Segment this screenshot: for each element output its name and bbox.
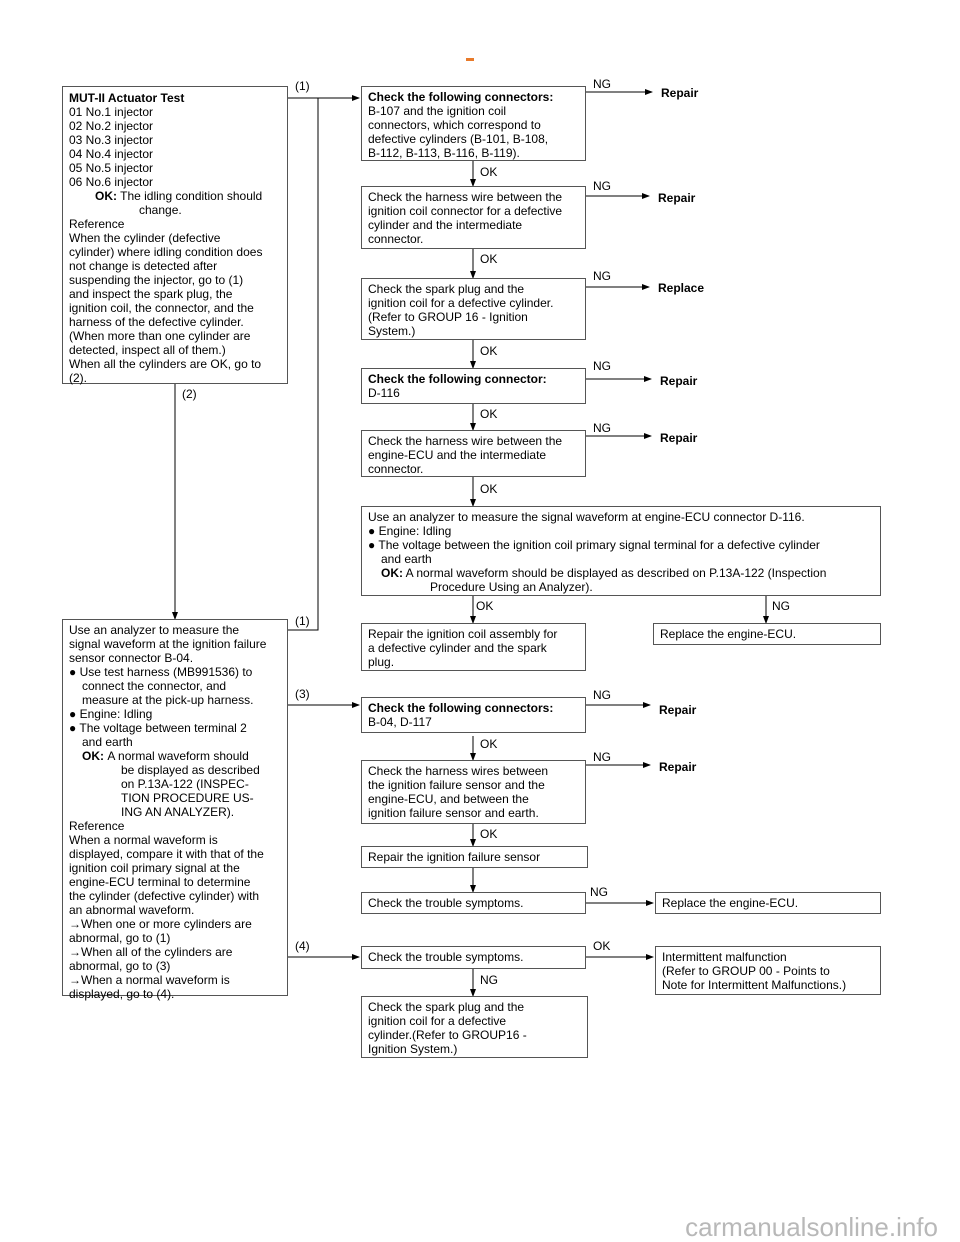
ng-label: NG: [590, 885, 608, 899]
bullet-text-cont: and earth: [82, 735, 133, 749]
box-line: Replace the engine-ECU.: [660, 627, 797, 641]
box-line: Ignition System.): [368, 1042, 458, 1056]
failure-sensor-box: [62, 619, 288, 1001]
reference-line: engine-ECU terminal to determine: [69, 875, 251, 889]
injector-line: 04 No.4 injector: [69, 147, 154, 161]
ok-label: OK: [476, 599, 494, 613]
bullet-row: [368, 524, 875, 538]
box-line: the ignition failure sensor and the: [368, 778, 545, 792]
arrow-icon: →: [69, 945, 81, 959]
arrow-text-cont: displayed, go to (4).: [69, 987, 175, 1001]
bullet-icon: ●: [69, 707, 77, 721]
box-line: Use an analyzer to measure the: [69, 623, 240, 637]
reference-line: not change is detected after: [69, 259, 218, 273]
bullet-text: Engine: Idling: [79, 707, 153, 721]
ok-label: OK:: [82, 749, 104, 763]
ng-label: NG: [593, 750, 611, 764]
ok-label: OK: [480, 737, 498, 751]
reference-line: Reference: [69, 819, 125, 833]
check-trouble-box-2: [361, 946, 586, 969]
check-harness-sensor-box: [361, 760, 586, 824]
box-line: B-04, D-117: [368, 715, 432, 729]
bullet-icon: ●: [368, 538, 376, 552]
branch-label-3: (3): [295, 687, 310, 701]
bullet-text: The voltage between terminal 2: [79, 721, 247, 735]
box-line: Use an analyzer to measure the signal waveform at engine-ECU connector D-116.: [368, 510, 805, 524]
arrow-text-cont: abnormal, go to (3): [69, 959, 171, 973]
ng-label: NG: [593, 269, 611, 283]
box-line: connector.: [368, 462, 424, 476]
box-line: (Refer to GROUP 00 - Points to: [662, 964, 830, 978]
injector-line: 01 No.1 injector: [69, 105, 154, 119]
box-line: Repair the ignition coil assembly for: [368, 627, 558, 641]
check-harness-box: [361, 186, 586, 249]
ok-label: OK:: [95, 189, 117, 203]
result-repair: Repair: [659, 760, 697, 774]
ok-text-cont: TION PROCEDURE US-: [121, 791, 254, 805]
ng-label: NG: [593, 359, 611, 373]
box-line: cylinder.(Refer to GROUP16 -: [368, 1028, 527, 1042]
branch-label-4: (4): [295, 939, 310, 953]
reference-line: harness of the defective cylinder.: [69, 315, 244, 329]
box-line: Repair the ignition failure sensor: [368, 850, 541, 864]
ng-label: NG: [593, 179, 611, 193]
box-line: engine-ECU and the intermediate: [368, 448, 547, 462]
arrow-text: When all of the cylinders are: [81, 945, 233, 959]
injector-line: 03 No.3 injector: [69, 133, 154, 147]
check-harness-ecu-box: [361, 430, 586, 477]
injector-line: 06 No.6 injector: [69, 175, 154, 189]
ok-text-cont: be displayed as described: [121, 763, 260, 777]
reference-line: (2).: [69, 371, 87, 385]
ng-label: NG: [480, 973, 498, 987]
box-line: Check the trouble symptoms.: [368, 950, 524, 964]
ok-row: [368, 566, 875, 580]
ok-text-cont: on P.13A-122 (INSPEC-: [121, 777, 249, 791]
result-repair: Repair: [658, 191, 696, 205]
replace-ecu-box: [653, 623, 881, 645]
box-line: Check the harness wire between the: [368, 434, 563, 448]
actuator-test-title: MUT-II Actuator Test: [69, 91, 185, 105]
box-line: signal waveform at the ignition failure: [69, 637, 267, 651]
box-line: ignition coil connector for a defective: [368, 204, 563, 218]
box-line: Check the spark plug and the: [368, 282, 525, 296]
ok-text-cont: ING AN ANALYZER).: [121, 805, 235, 819]
bullet-text-cont: connect the connector, and: [82, 679, 227, 693]
injector-line: 05 No.5 injector: [69, 161, 154, 175]
box-line: B-107 and the ignition coil: [368, 104, 507, 118]
reference-line: When a normal waveform is: [69, 833, 218, 847]
box-line: engine-ECU, and between the: [368, 792, 529, 806]
bullet-text: The voltage between the ignition coil primary signal terminal for a defective cylinder: [378, 538, 820, 552]
bullet-icon: ●: [69, 665, 77, 679]
bullet-text-cont: and earth: [381, 552, 432, 566]
box-line: defective cylinders (B-101, B-108,: [368, 132, 549, 146]
arrow-text: When a normal waveform is: [81, 973, 230, 987]
ng-label: NG: [772, 599, 790, 613]
check-trouble-box: [361, 892, 586, 914]
arrow-text: When one or more cylinders are: [81, 917, 252, 931]
check-connectors-box: [361, 86, 586, 161]
box-line: sensor connector B-04.: [69, 651, 194, 665]
ok-row: [69, 749, 282, 763]
repair-sensor-box: [361, 846, 588, 868]
ok-text: A normal waveform should: [107, 749, 249, 763]
branch-label-1b: (1): [295, 614, 310, 628]
box-line: Replace the engine-ECU.: [662, 896, 799, 910]
box-line: Check the harness wire between the: [368, 190, 563, 204]
reference-line: and inspect the spark plug, the: [69, 287, 233, 301]
bullet-icon: ●: [69, 721, 77, 735]
ok-text-cont: change.: [139, 203, 182, 217]
reference-line: ignition coil primary signal at the: [69, 861, 240, 875]
arrow-icon: →: [69, 973, 81, 987]
box-line: a defective cylinder and the spark: [368, 641, 547, 655]
ok-text: The idling condition should: [120, 189, 263, 203]
bullet-text: Engine: Idling: [378, 524, 452, 538]
box-line: (Refer to GROUP 16 - Ignition: [368, 310, 528, 324]
bullet-icon: ●: [368, 524, 376, 538]
reference-line: (When more than one cylinder are: [69, 329, 251, 343]
ok-label: OK: [480, 407, 498, 421]
result-repair: Repair: [660, 431, 698, 445]
box-line: ignition coil for a defective: [368, 1014, 507, 1028]
reference-line: suspending the injector, go to (1): [69, 273, 244, 287]
box-line: System.): [368, 324, 416, 338]
actuator-test-box: [62, 86, 288, 384]
bullet-text-cont: measure at the pick-up harness.: [82, 693, 254, 707]
arrow-row: [69, 945, 282, 959]
ok-label: OK: [593, 939, 611, 953]
arrow-text-cont: abnormal, go to (1): [69, 931, 171, 945]
ok-label: OK: [480, 344, 498, 358]
result-repair: Repair: [660, 374, 698, 388]
ng-label: NG: [593, 688, 611, 702]
box-line: Check the trouble symptoms.: [368, 896, 524, 910]
bullet-row: [368, 538, 875, 552]
branch-label-1: (1): [295, 79, 310, 93]
ok-label: OK: [480, 482, 498, 496]
reference-line: the cylinder (defective cylinder) with: [69, 889, 260, 903]
result-repair: Repair: [659, 703, 697, 717]
box-line: Intermittent malfunction: [662, 950, 787, 964]
box-line: plug.: [368, 655, 395, 669]
box-line: ignition coil for a defective cylinder.: [368, 296, 554, 310]
box-line: D-116: [368, 386, 400, 400]
ok-label: OK:: [381, 566, 403, 580]
box-line: cylinder and the intermediate: [368, 218, 523, 232]
box-line: connectors, which correspond to: [368, 118, 541, 132]
reference-line: detected, inspect all of them.): [69, 343, 226, 357]
box-title: Check the following connectors:: [368, 701, 554, 715]
bullet-text: Use test harness (MB991536) to: [79, 665, 253, 679]
injector-line: 02 No.2 injector: [69, 119, 154, 133]
replace-ecu-box-2: [655, 892, 881, 914]
reference-line: When all the cylinders are OK, go to: [69, 357, 262, 371]
box-line: B-112, B-113, B-116, B-119).: [368, 146, 520, 160]
check-spark-plug-box: [361, 278, 586, 340]
analyzer-measure-box: [361, 506, 881, 596]
ng-label: NG: [593, 421, 611, 435]
arrow-row: [69, 973, 282, 987]
box-title: Check the following connectors:: [368, 90, 554, 104]
ok-row: [69, 189, 282, 203]
orange-mark: [466, 58, 474, 61]
ok-label: OK: [480, 252, 498, 266]
reference-line: Reference: [69, 217, 125, 231]
box-title: Check the following connector:: [368, 372, 547, 386]
reference-line: cylinder) where idling condition does: [69, 245, 263, 259]
box-line: connector.: [368, 232, 424, 246]
ng-label: NG: [593, 77, 611, 91]
box-line: Check the spark plug and the: [368, 1000, 525, 1014]
intermittent-malfunction-box: [655, 946, 881, 995]
box-line: Note for Intermittent Malfunctions.): [662, 978, 847, 992]
ok-label: OK: [480, 827, 498, 841]
check-spark-plug-box-2: [361, 996, 588, 1058]
arrow-row: [69, 917, 282, 931]
branch-label-2: (2): [182, 387, 197, 401]
check-connector-d116-box: [361, 368, 586, 404]
reference-line: ignition coil, the connector, and the: [69, 301, 254, 315]
box-line: ignition failure sensor and earth.: [368, 806, 539, 820]
reference-line: When the cylinder (defective: [69, 231, 221, 245]
ok-text-cont: Procedure Using an Analyzer).: [430, 580, 593, 594]
result-repair: Repair: [661, 86, 699, 100]
bullet-row: [69, 665, 282, 679]
ok-text: A normal waveform should be displayed as described on P.13A-122 (Inspection: [405, 566, 827, 580]
repair-coil-box: [361, 623, 586, 671]
bullet-row: [69, 707, 282, 721]
reference-line: an abnormal waveform.: [69, 903, 195, 917]
reference-line: displayed, compare it with that of the: [69, 847, 264, 861]
check-connectors-b04-box: [361, 697, 586, 733]
box-line: Check the harness wires between: [368, 764, 549, 778]
ok-label: OK: [480, 165, 498, 179]
watermark: carmanualsonline.info: [685, 1212, 938, 1242]
arrow-icon: →: [69, 917, 81, 931]
bullet-row: [69, 721, 282, 735]
result-replace: Replace: [658, 281, 705, 295]
